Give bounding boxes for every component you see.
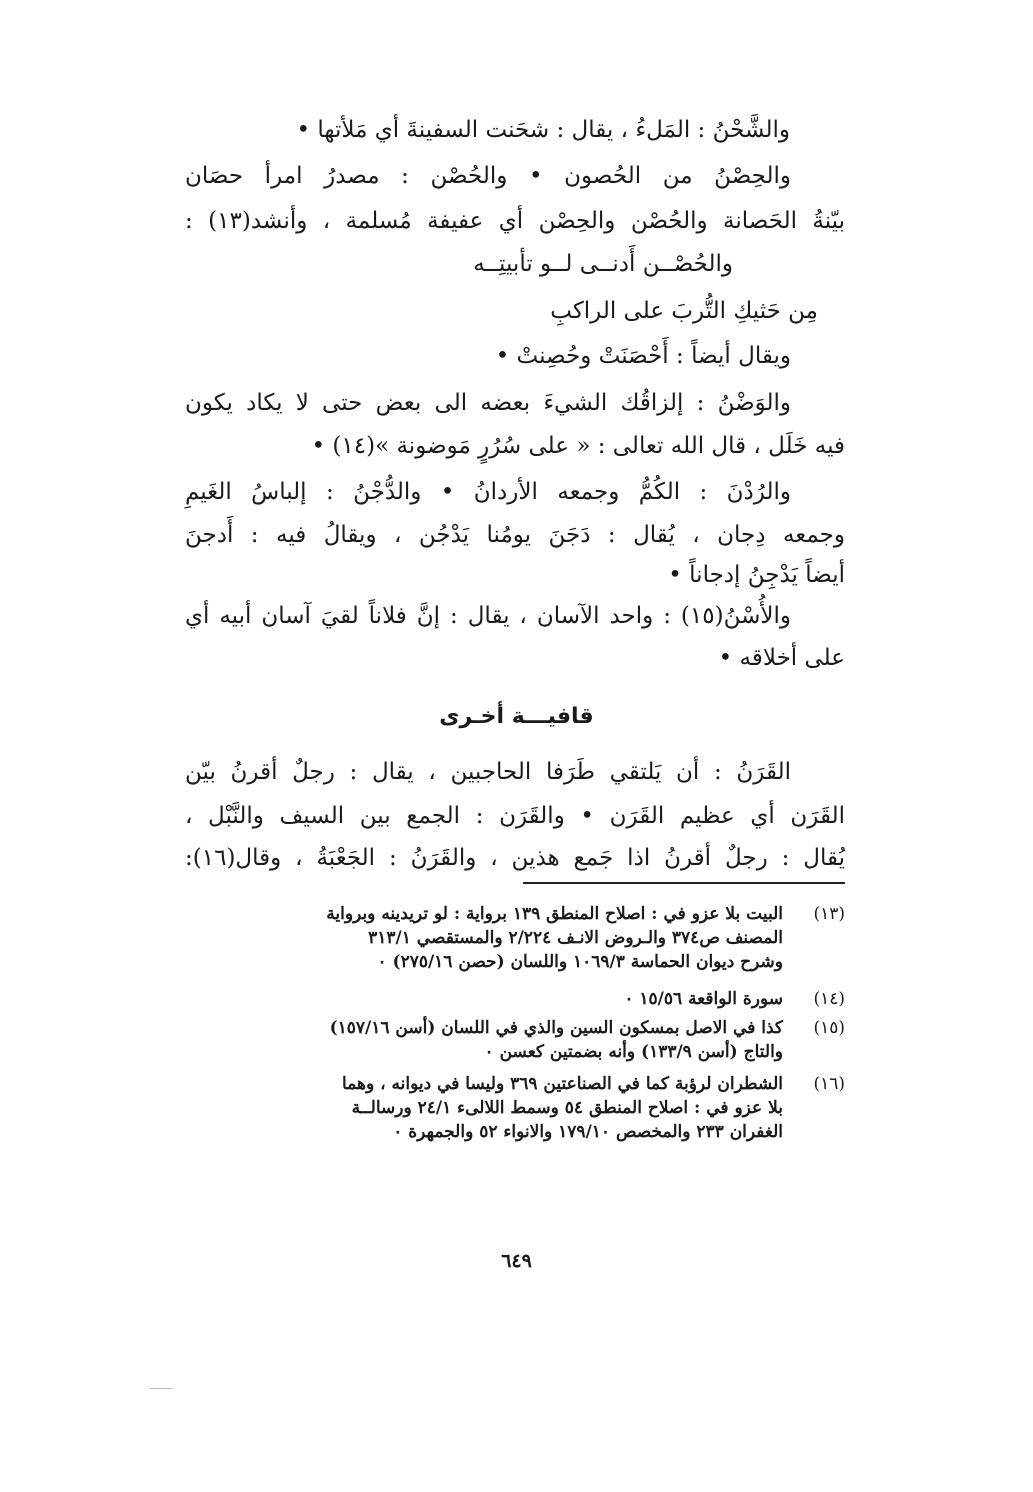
footnote xyxy=(187,1016,845,1064)
footnote-line: الشطران لرؤبة كما في الصناعتين ٣٦٩ وليسا في ديوانه ، وهما xyxy=(342,1074,783,1094)
footnote-line: البيت بلا عزو في : اصلاح المنطق ١٣٩ برواية : لو تريدينه وبرواية xyxy=(326,904,783,924)
verse-line: مِن حَثيكِ التُّربَ على الراكبِ xyxy=(550,298,818,324)
footnote-number: (١٥) xyxy=(813,1018,845,1038)
footnote-divider xyxy=(523,882,845,884)
footnote xyxy=(187,987,845,1011)
footnote xyxy=(187,1072,845,1144)
footnote-number: (١٤) xyxy=(813,989,845,1009)
footnote-line: بلا عزو في : اصلاح المنطق ٥٤ وسمط اللالىء ٢٤/١ ورسالــة xyxy=(351,1098,783,1118)
body-line: بيّنةُ الحَصانة والحُصْن والحِصْن أي عفيفة مُسلمة ، وأنشد(١٣) : xyxy=(185,208,846,234)
scan-edge-mark xyxy=(150,1388,172,1389)
body-line: وجمعه دِجان ، يُقال : دَجَنَ يومُنا يَدْجُن ، ويقالُ فيه : أَدجنَ xyxy=(185,522,845,548)
body-line: والشَّحْنُ : المَلءُ ، يقال : شحَنت السفينةَ أي مَلأتها • xyxy=(296,117,790,143)
footnote-number: (١٣) xyxy=(813,904,845,924)
footnote-line: وشرح ديوان الحماسة ١٠٦٩/٣ واللسان (حصن ٢٧٥/١٦) ٠ xyxy=(377,952,783,972)
footnote-line: كذا في الاصل بمسكون السين والذي في اللسان (أسن ١٥٧/١٦) xyxy=(329,1018,783,1038)
page-number: ٦٤٩ xyxy=(501,1250,532,1272)
footnote-line: المصنف ص٣٧٤ والـروض الانـف ٢/٢٢٤ والمستقصي ٣١٣/١ xyxy=(368,928,783,948)
footnote-line: الغفران ٢٣٣ والمخصص ١٧٩/١٠ والانواء ٥٢ والجمهرة ٠ xyxy=(393,1122,783,1142)
footnote-line: والتاج (أسن ١٣٣/٩) وأنه بضمتين كعسن ٠ xyxy=(484,1042,783,1062)
body-line: على أخلاقه • xyxy=(718,645,845,671)
body-line: والوَضْنُ : إلزاقُك الشيءَ بعضه الى بعض حتى لا يكاد يكون xyxy=(185,390,791,416)
body-line: والأُسْنُ(١٥) : واحد الآسان ، يقال : إنَّ فلاناً لقيَ آسان أبيه أي xyxy=(185,603,791,629)
section-heading: قافيـــة أخـرى xyxy=(439,704,594,729)
body-line: ويقال أيضاً : أَحْصَنَتْ وحُصِنتْ • xyxy=(495,343,791,369)
body-line: القَرَنُ : أن يَلتقي طَرَفا الحاجبين ، يقال : رجلٌ أقرنُ بيّن xyxy=(185,759,791,785)
footnote-line: سورة الواقعة ١٥/٥٦ ٠ xyxy=(624,989,783,1009)
body-line: القَرَن أي عظيم القَرَن • والقَرَن : الجمع بين السيف والنَّبْل ، xyxy=(185,803,845,829)
body-line: والرُدْنَ : الكُمُّ وجمعه الأردانُ • والدُّجْنُ : إلباسُ الغَيمِ xyxy=(185,479,791,505)
footnote-number: (١٦) xyxy=(813,1074,845,1094)
body-line: فيه خَلَل ، قال الله تعالى : « على سُرُرٍ مَوضونة »(١٤) • xyxy=(311,433,845,459)
body-line: والحِصْنُ من الحُصون • والحُصْن : مصدرُ امرأ حصَان xyxy=(185,163,791,189)
verse-line: والحُصْــن أَدنــى لــو تأبيتِــه xyxy=(473,251,733,277)
body-line: أيضاً يَدْجِنُ إدجاناً • xyxy=(668,562,845,588)
body-line: يُقال : رجلٌ أقرنُ اذا جَمع هذين ، والقَرَنُ : الجَعْبَةُ ، وقال(١٦): xyxy=(185,845,845,871)
footnote xyxy=(187,902,845,974)
